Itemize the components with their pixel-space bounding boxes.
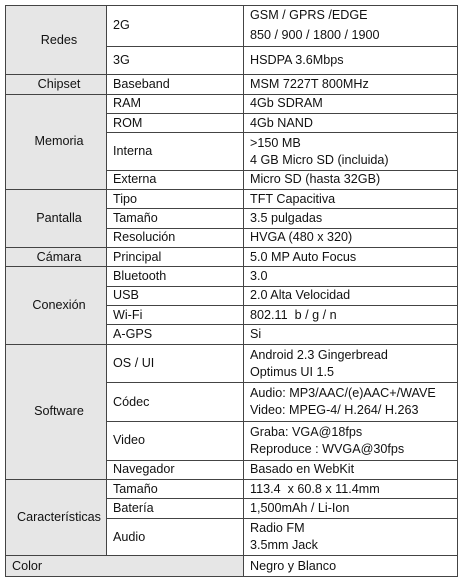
spec-value: Negro y Blanco xyxy=(244,556,458,577)
table-row xyxy=(6,190,458,209)
spec-value: 1,500mAh / Li-Ion xyxy=(244,499,458,518)
spec-label: ROM xyxy=(107,113,244,132)
spec-value: Micro SD (hasta 32GB) xyxy=(244,170,458,189)
spec-label: RAM xyxy=(107,94,244,113)
spec-value: 4Gb NAND xyxy=(244,113,458,132)
spec-value-line: Android 2.3 Gingerbread xyxy=(250,347,388,362)
spec-value-line: 850 / 900 / 1800 / 1900 xyxy=(250,28,380,43)
table-row xyxy=(6,556,458,577)
spec-label: OS / UI xyxy=(107,344,244,383)
spec-value xyxy=(244,422,458,461)
spec-label: Códec xyxy=(107,383,244,422)
category-camara: Cámara xyxy=(6,248,107,267)
spec-value xyxy=(244,344,458,383)
category-memoria: Memoria xyxy=(6,94,107,190)
spec-value-line: 3.5mm Jack xyxy=(250,538,318,553)
spec-label: A-GPS xyxy=(107,325,244,344)
spec-value: MSM 7227T 800MHz xyxy=(244,75,458,94)
spec-value xyxy=(244,6,458,47)
spec-label: Principal xyxy=(107,248,244,267)
table-row xyxy=(6,248,458,267)
spec-value-line: 4 GB Micro SD (incluida) xyxy=(250,152,389,167)
spec-label: Tamaño xyxy=(107,209,244,228)
category-color: Color xyxy=(6,556,244,577)
spec-value: 113.4 x 60.8 x 11.4mm xyxy=(244,480,458,499)
table-row xyxy=(6,480,458,499)
spec-value-line: Audio: MP3/AAC/(e)AAC+/WAVE xyxy=(250,386,436,401)
spec-value-line: Graba: VGA@18fps xyxy=(250,424,363,439)
table-row xyxy=(6,6,458,47)
spec-value-line: >150 MB xyxy=(250,135,301,150)
table-row xyxy=(6,344,458,383)
spec-value-line: Radio FM xyxy=(250,521,305,536)
spec-label: Externa xyxy=(107,170,244,189)
spec-value: 5.0 MP Auto Focus xyxy=(244,248,458,267)
spec-value: 4Gb SDRAM xyxy=(244,94,458,113)
spec-label: Baseband xyxy=(107,75,244,94)
spec-label: Resolución xyxy=(107,228,244,247)
spec-label: Navegador xyxy=(107,460,244,479)
spec-value: HVGA (480 x 320) xyxy=(244,228,458,247)
spec-value-line: GSM / GPRS /EDGE xyxy=(250,8,368,23)
spec-label: Audio xyxy=(107,518,244,556)
table-row xyxy=(6,94,458,113)
spec-value: 3.0 xyxy=(244,267,458,286)
category-software: Software xyxy=(6,344,107,479)
category-pantalla: Pantalla xyxy=(6,190,107,248)
spec-value: Basado en WebKit xyxy=(244,460,458,479)
spec-label: USB xyxy=(107,286,244,305)
spec-value-line: Optimus UI 1.5 xyxy=(250,364,334,379)
spec-table xyxy=(5,5,458,577)
category-redes: Redes xyxy=(6,6,107,75)
spec-value: 802.11 b / g / n xyxy=(244,306,458,325)
spec-value xyxy=(244,383,458,422)
spec-value: HSDPA 3.6Mbps xyxy=(244,46,458,74)
spec-label: 2G xyxy=(107,6,244,47)
spec-label: Tipo xyxy=(107,190,244,209)
spec-label: Video xyxy=(107,422,244,461)
category-caracteristicas: Características xyxy=(6,480,107,556)
spec-value-line: Video: MPEG-4/ H.264/ H.263 xyxy=(250,403,419,418)
spec-label: Interna xyxy=(107,133,244,171)
spec-value xyxy=(244,518,458,556)
table-row xyxy=(6,75,458,94)
spec-value xyxy=(244,133,458,171)
spec-label: Bluetooth xyxy=(107,267,244,286)
spec-value: TFT Capacitiva xyxy=(244,190,458,209)
spec-value-line: Reproduce : WVGA@30fps xyxy=(250,441,405,456)
spec-label: Batería xyxy=(107,499,244,518)
spec-label: Tamaño xyxy=(107,480,244,499)
spec-label: 3G xyxy=(107,46,244,74)
category-conexion: Conexión xyxy=(6,267,107,344)
spec-value: Si xyxy=(244,325,458,344)
table-row xyxy=(6,267,458,286)
spec-value: 3.5 pulgadas xyxy=(244,209,458,228)
category-chipset: Chipset xyxy=(6,75,107,94)
spec-value: 2.0 Alta Velocidad xyxy=(244,286,458,305)
spec-label: Wi-Fi xyxy=(107,306,244,325)
